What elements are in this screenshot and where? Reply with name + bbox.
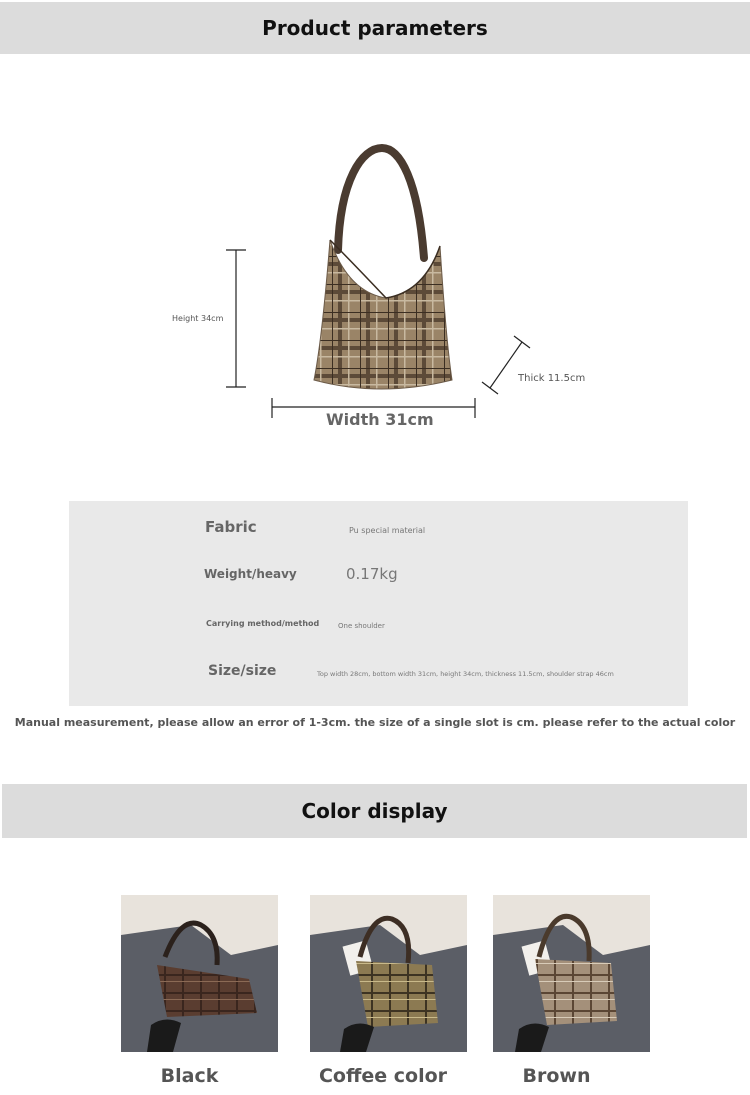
color-label-black: Black: [160, 1065, 219, 1087]
size-value: Top width 28cm, bottom width 31cm, height 34cm, thickness 11.5cm, shoulder strap 46cm: [317, 670, 614, 678]
color-label-brown: Brown: [522, 1065, 591, 1087]
color-swatch-coffee[interactable]: [310, 895, 467, 1052]
width-label: Width 31cm: [326, 410, 434, 429]
height-dimension-line: [222, 248, 252, 390]
weight-label: Weight/heavy: [204, 567, 297, 581]
fabric-label: Fabric: [205, 518, 257, 536]
section-title-color-display: Color display: [2, 784, 747, 838]
product-image-bag: [300, 140, 470, 400]
measurement-note: Manual measurement, please allow an error of 1-3cm. the size of a single slot is cm. please refer to the actual color: [14, 716, 736, 729]
spec-table: [69, 501, 688, 706]
color-swatch-brown[interactable]: [493, 895, 650, 1052]
size-label: Size/size: [208, 663, 277, 679]
carry-label: Carrying method/method: [206, 619, 320, 628]
thickness-label: Thick 11.5cm: [518, 373, 586, 384]
color-label-coffee: Coffee color: [318, 1065, 448, 1087]
weight-value: 0.17kg: [346, 565, 398, 583]
carry-value: One shoulder: [338, 622, 385, 630]
color-swatch-black[interactable]: [121, 895, 278, 1052]
fabric-value: Pu special material: [349, 526, 426, 535]
height-label: Height 34cm: [172, 314, 224, 323]
section-title-product-parameters: Product parameters: [0, 2, 750, 54]
thickness-dimension-line: [478, 332, 534, 400]
